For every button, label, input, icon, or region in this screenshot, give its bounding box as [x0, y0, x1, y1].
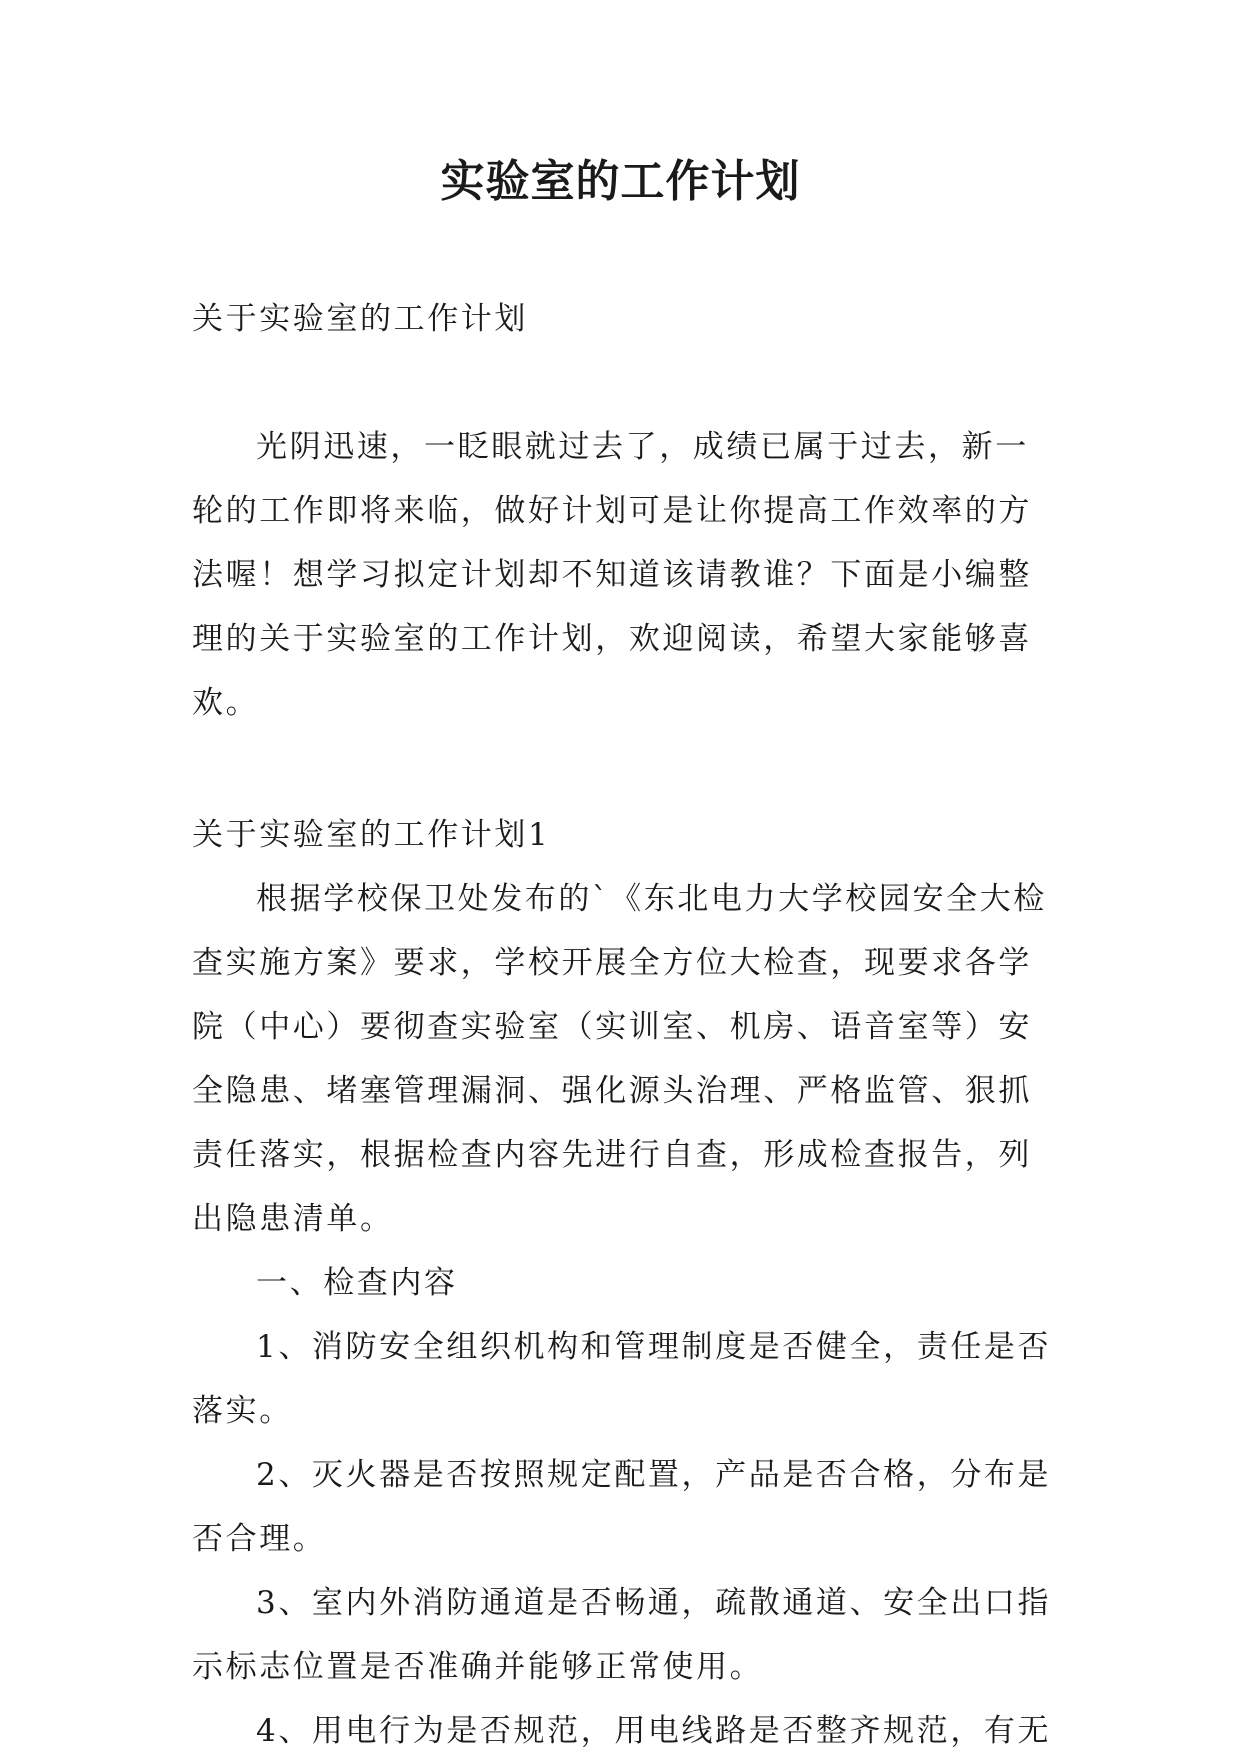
spacer [192, 351, 1052, 415]
document-body [192, 287, 1052, 1763]
spacer [192, 735, 1052, 803]
section-paragraph: 根据学校保卫处发布的`《东北电力大学校园安全大检查实施方案》要求，学校开展全方位大检查，现要求各学院（中心）要彻查实验室（实训室、机房、语音室等）安全隐患、堵塞管理漏洞、强化源头治理、严格监管、狠抓责任落实，根据检查内容先进行自查，形成检查报告，列出隐患清单。 [192, 881, 1047, 1237]
check-item: 2、灭火器是否按照规定配置，产品是否合格，分布是否合理。 [192, 1457, 1052, 1557]
section-heading: 关于实验室的工作计划1 [192, 817, 551, 853]
subtitle: 关于实验室的工作计划 [192, 301, 528, 337]
document-title: 实验室的工作计划 [440, 156, 801, 207]
check-heading: 一、检查内容 [256, 1265, 458, 1301]
intro-paragraph: 光阴迅速，一眨眼就过去了，成绩已属于过去，新一轮的工作即将来临，做好计划可是让你提高工作效率的方法喔！想学习拟定计划却不知道该请教谁？下面是小编整理的关于实验室的工作计划，欢迎阅读，希望大家能够喜欢。 [192, 429, 1032, 721]
check-item: 3、室内外消防通道是否畅通，疏散通道、安全出口指示标志位置是否准确并能够正常使用。 [192, 1585, 1052, 1685]
check-item: 4、用电行为是否规范，用电线路是否整齐规范，有无 [256, 1713, 1052, 1749]
check-item: 1、消防安全组织机构和管理制度是否健全，责任是否落实。 [192, 1329, 1052, 1429]
